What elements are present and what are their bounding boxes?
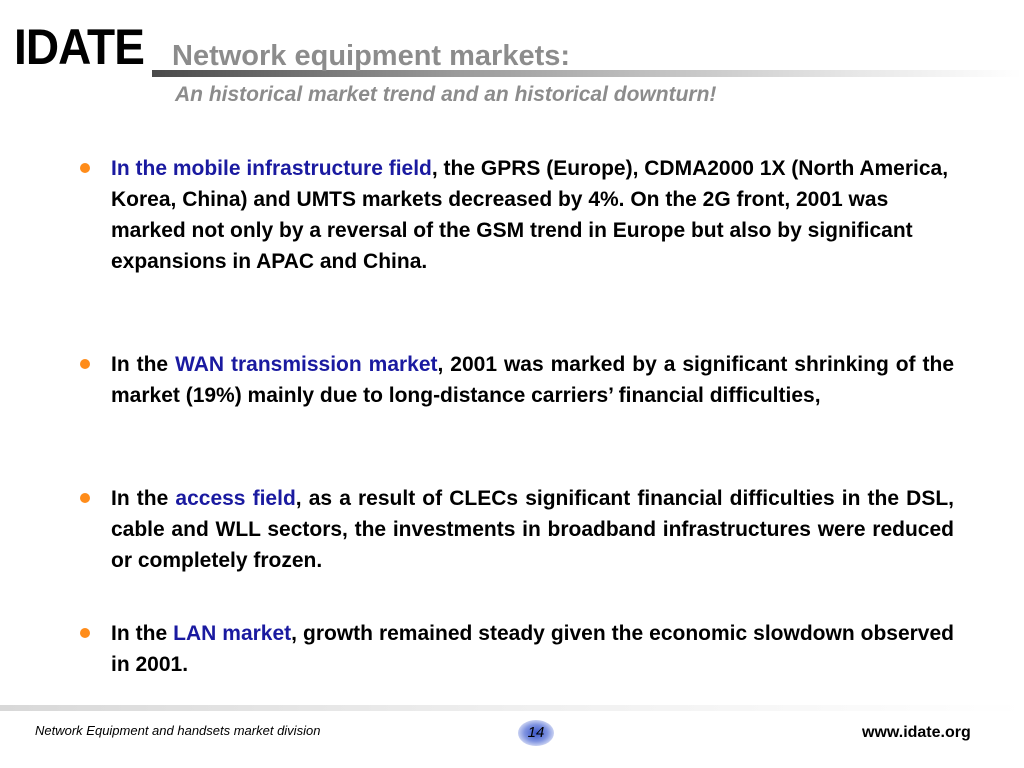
bullet-lead: In the [111, 622, 174, 645]
footer-division-label: Network Equipment and handsets market division [35, 723, 321, 738]
bullet-highlight: In the mobile infrastructure field [111, 157, 432, 180]
bullet-lead: In the [111, 353, 176, 376]
bullet-dot-icon [80, 628, 90, 638]
bullet-item-mobile [80, 153, 954, 277]
bullet-highlight: WAN transmission market [175, 353, 438, 376]
bullet-body: , the GPRS (Europe), CDMA2000 1X (North America, Korea, China) and UMTS markets decreased by 4%. On the 2G front, 2001 was marked not only by a reversal of the GSM trend in Europe but also by significant expansions in APAC and China. [111, 157, 949, 273]
bullet-body: , as a result of CLECs significant financial difficulties in the DSL, cable and WLL sectors, the investments in broadband infrastructures were reduced or completely frozen. [111, 487, 954, 572]
bullet-dot-icon [80, 493, 90, 503]
bullet-dot-icon [80, 163, 90, 173]
bullet-lead: In the [111, 487, 176, 510]
website-link[interactable]: www.idate.org [862, 724, 971, 741]
bullet-dot-icon [80, 359, 90, 369]
bullet-body: , 2001 was marked by a significant shrinking of the market (19%) mainly due to long-distance carriers’ financial difficulties, [111, 353, 954, 407]
slide-subtitle: An historical market trend and an historical downturn! [175, 83, 717, 106]
bullet-item-lan [80, 618, 954, 680]
slide-title: Network equipment markets: [172, 40, 571, 72]
footer-rule [0, 705, 1024, 711]
bullet-text [111, 153, 954, 277]
page-number: 14 [518, 720, 554, 746]
bullet-item-access [80, 483, 954, 576]
bullet-text [111, 349, 954, 411]
bullet-text [111, 483, 954, 576]
bullet-item-wan [80, 349, 954, 411]
bullet-body: , growth remained steady given the economic slowdown observed in 2001. [111, 622, 954, 676]
bullet-highlight: LAN market [173, 622, 292, 645]
idate-logo: IDATE [14, 19, 144, 75]
bullet-highlight: access field [175, 487, 296, 510]
bullet-text [111, 618, 954, 680]
